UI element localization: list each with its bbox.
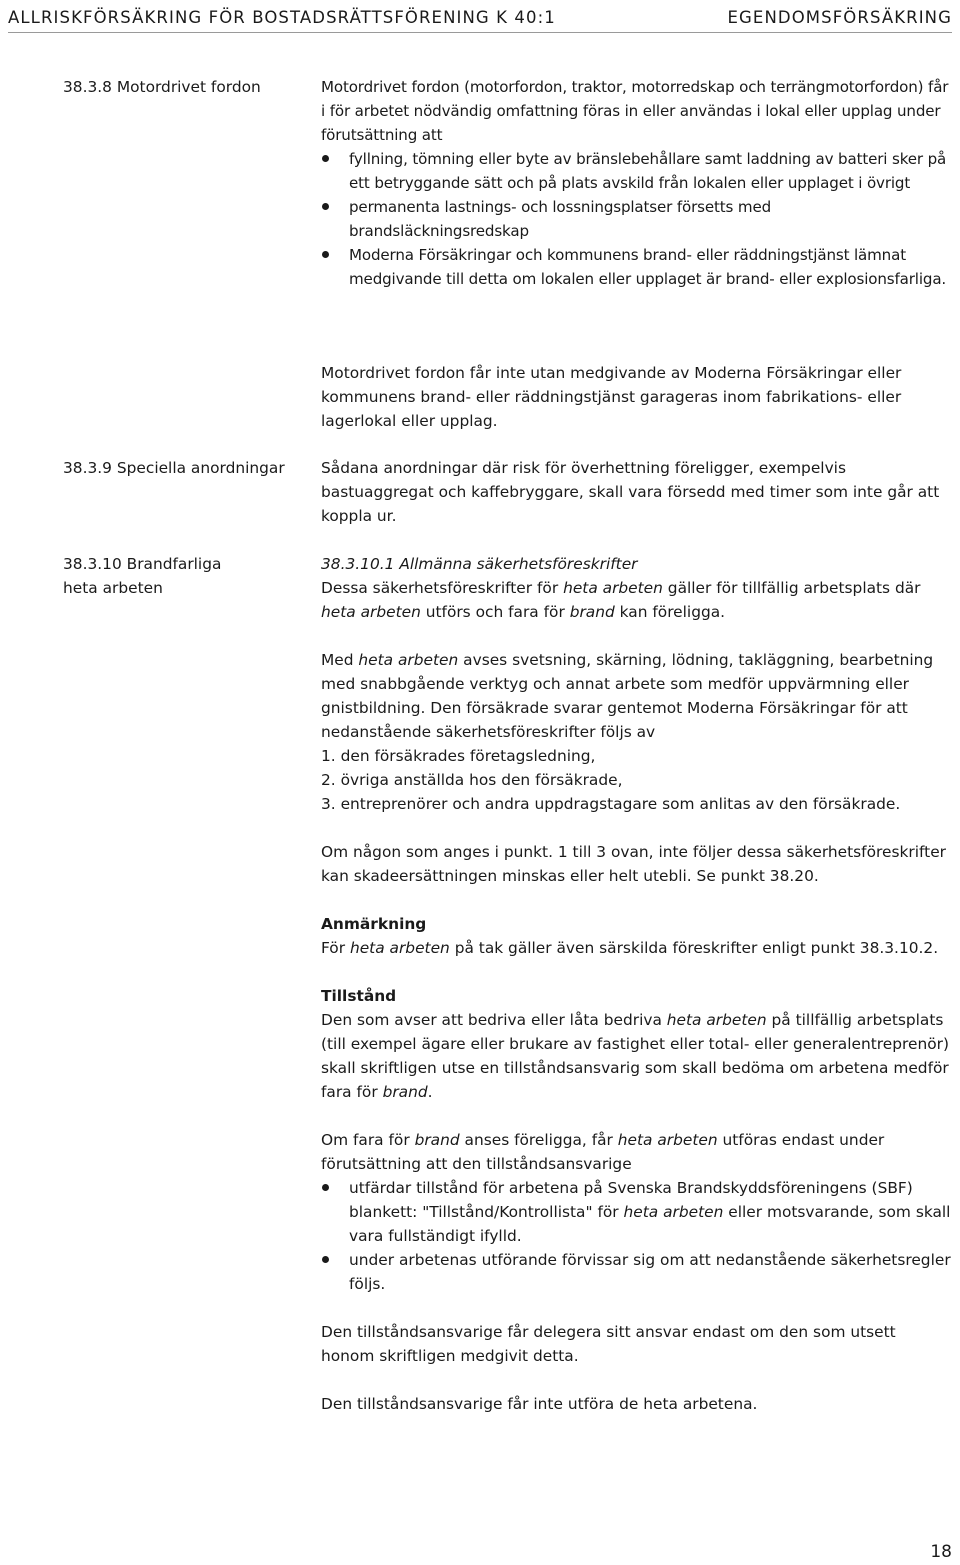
header-title-right: EGENDOMSFÖRSÄKRING [727,7,952,27]
list-item: utfärdar tillstånd för arbetena på Svenska Brandskyddsföreningens (SBF) blankett: "Tillstånd/Kontrollista" för heta arbeten eller motsvarande, som skall vara fullständigt ifylld. [321,1176,951,1248]
paragraph: Om fara för brand anses föreligga, får heta arbeten utföras endast under förutsättning att den tillståndsansvarige [321,1131,885,1173]
permit-heading: Tillstånd [321,987,397,1005]
paragraph: Den tillståndsansvarige får inte utföra de heta arbetena. [321,1395,758,1413]
list-item: under arbetenas utförande förvissar sig om att nedanstående säkerhetsregler följs. [321,1248,951,1296]
section-label-38-3-9: 38.3.9 Speciella anordningar [63,459,285,477]
paragraph: Dessa säkerhetsföreskrifter för heta arbeten gäller för tillfällig arbetsplats där heta arbeten utförs och fara för brand kan föreligga. [321,579,921,621]
section-38-3-8-para2 [321,361,951,433]
paragraph: Om någon som anges i punkt. 1 till 3 ovan, inte följer dessa säkerhetsföreskrifter kan skadeersättningen minskas eller helt utebli. Se punkt 38.20. [321,843,946,885]
section-body-38-3-8 [321,75,951,291]
header-title-left: ALLRISKFÖRSÄKRING FÖR BOSTADSRÄTTSFÖRENING K 40:1 [8,7,556,27]
section-label-38-3-10 [63,552,303,600]
section-body-38-3-10 [321,552,951,1416]
list-item: Moderna Försäkringar och kommunens brand- eller räddningstjänst lämnat medgivande till detta om lokalen eller upplaget är brand- eller explosionsfarliga. [321,243,951,291]
paragraph-intro: Motordrivet fordon (motorfordon, traktor, motorredskap och terrängmotorfordon) får i för arbetet nödvändig omfattning föras in eller användas i lokal eller upplag under förutsättning att [321,78,949,144]
paragraph: Sådana anordningar där risk för överhettning föreligger, exempelvis bastuaggregat och kaffebryggare, skall vara försedd med timer som inte går att koppla ur. [321,459,940,525]
label-line: 38.3.10 Brandfarliga [63,555,222,573]
paragraph: Den som avser att bedriva eller låta bedriva heta arbeten på tillfällig arbetsplats (till exempel ägare eller brukare av fastighet eller total- eller generalentreprenör) skall skriftligen utse en tillståndsansvarig som skall bedöma om arbetena medför fara för brand. [321,1011,949,1101]
list-item: fyllning, tömning eller byte av bränslebehållare samt laddning av batteri sker på ett betryggande sätt och på plats avskild från lokalen eller upplaget i övrigt [321,147,951,195]
section-body-38-3-9 [321,456,951,528]
page-number: 18 [930,1542,952,1562]
label-line: heta arbeten [63,579,163,597]
numbered-item: 1. den försäkrades företagsledning, [321,747,596,765]
bullet-list [321,1176,951,1296]
section-label-38-3-8: 38.3.8 Motordrivet fordon [63,78,261,96]
paragraph: Motordrivet fordon får inte utan medgivande av Moderna Försäkringar eller kommunens brand- eller räddningstjänst garageras inom fabrikations- eller lagerlokal eller upplag. [321,364,902,430]
bullet-list [321,147,951,291]
numbered-item: 2. övriga anställda hos den försäkrade, [321,771,623,789]
paragraph: Den tillståndsansvarige får delegera sitt ansvar endast om den som utsett honom skriftligen medgivit detta. [321,1323,896,1365]
sub-heading: 38.3.10.1 Allmänna säkerhetsföreskrifter [321,555,638,573]
paragraph: Med heta arbeten avses svetsning, skärning, lödning, takläggning, bearbetning med snabbgående verktyg och annat arbete som medför uppvärmning eller gnistbildning. Den försäkrade svarar gentemot Moderna Försäkringar för att nedanstående säkerhetsföreskrifter följs av [321,651,934,741]
note-heading: Anmärkning [321,915,427,933]
paragraph: För heta arbeten på tak gäller även särskilda föreskrifter enligt punkt 38.3.10.2. [321,939,939,957]
list-item: permanenta lastnings- och lossningsplatser försetts med brandsläckningsredskap [321,195,951,243]
numbered-item: 3. entreprenörer och andra uppdragstagare som anlitas av den försäkrade. [321,795,901,813]
page-header [8,2,952,33]
